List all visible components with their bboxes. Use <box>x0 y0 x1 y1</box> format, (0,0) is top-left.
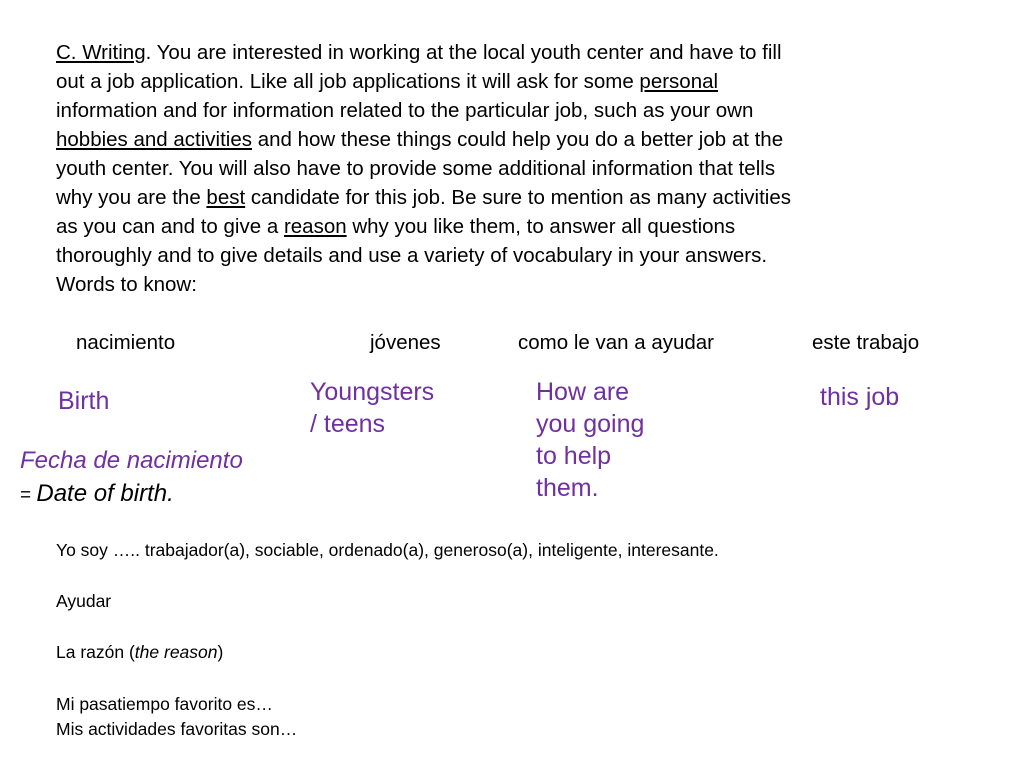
instructions-line <box>56 183 791 212</box>
translation-date-of-birth-line <box>20 480 174 508</box>
prompt-la-razon-prefix: La razón ( <box>56 642 135 662</box>
instructions-underlined-text: C. Writing <box>56 41 146 64</box>
instructions-text: . You are interested in working at the local youth center and have to fill <box>145 41 782 64</box>
translation-fecha-de-nacimiento: Fecha de nacimiento <box>20 447 243 474</box>
instructions-line <box>56 38 782 67</box>
translation-youngsters-line-1: Youngsters <box>310 378 435 406</box>
instructions-text: Words to know: <box>56 273 197 296</box>
instructions-line <box>56 67 718 96</box>
instructions-text: and how these things could help you do a better job at the <box>252 128 784 151</box>
instructions-text: why you like them, to answer all questions <box>346 215 736 238</box>
word-como-le-van-a-ayudar: como le van a ayudar <box>518 331 715 354</box>
instructions-line <box>56 154 775 183</box>
translation-youngsters <box>310 376 434 440</box>
word-este-trabajo: este trabajo <box>812 331 920 354</box>
translation-this-job: this job <box>820 383 900 411</box>
translation-date-of-birth: Date of birth. <box>36 480 174 507</box>
word-nacimiento: nacimiento <box>76 331 176 354</box>
instructions-text: information and for information related to the particular job, such as your own <box>56 99 754 122</box>
prompt-la-razon-italic: the reason <box>134 642 218 662</box>
translation-help-line-3: to help <box>536 442 612 470</box>
instructions-text: candidate for this job. Be sure to mention as many activities <box>245 186 791 209</box>
prompt-mis-actividades: Mis actividades favoritas son… <box>56 719 298 739</box>
translation-birth: Birth <box>58 387 110 415</box>
instructions-text: youth center. You will also have to provide some additional information that tells <box>56 157 776 180</box>
instructions-underlined-text: best <box>206 186 246 209</box>
instructions-line <box>56 96 753 125</box>
instructions-underlined-text: reason <box>283 215 347 238</box>
translation-help-line-4: them. <box>536 474 599 502</box>
prompt-la-razon-suffix: ) <box>217 642 224 662</box>
instructions-underlined-text: hobbies and activities <box>56 128 253 151</box>
instructions-text: thoroughly and to give details and use a variety of vocabulary in your answers. <box>56 244 768 267</box>
translation-help-line-2: you going <box>536 410 645 438</box>
instructions-text: as you can and to give a <box>56 215 284 238</box>
instructions-line <box>56 241 767 270</box>
prompt-yo-soy: Yo soy ….. trabajador(a), sociable, ordenado(a), generoso(a), inteligente, interesante. <box>56 540 719 560</box>
translation-help-line-1: How are <box>536 378 630 406</box>
instructions-line <box>56 125 783 154</box>
instructions-line <box>56 270 197 299</box>
prompt-mi-pasatiempo: Mi pasatiempo favorito es… <box>56 694 273 714</box>
instructions-underlined-text: personal <box>639 70 719 93</box>
word-jovenes: jóvenes <box>370 331 441 354</box>
prompt-la-razon <box>56 642 223 663</box>
equals-sign: = <box>20 485 37 506</box>
instructions-text: out a job application. Like all job applications it will ask for some <box>56 70 640 93</box>
instructions-text: why you are the <box>56 186 207 209</box>
translation-how-are-you-going-to-help <box>536 376 644 504</box>
instructions-line <box>56 212 735 241</box>
translation-youngsters-line-2: / teens <box>310 410 386 438</box>
prompt-ayudar: Ayudar <box>56 591 112 611</box>
